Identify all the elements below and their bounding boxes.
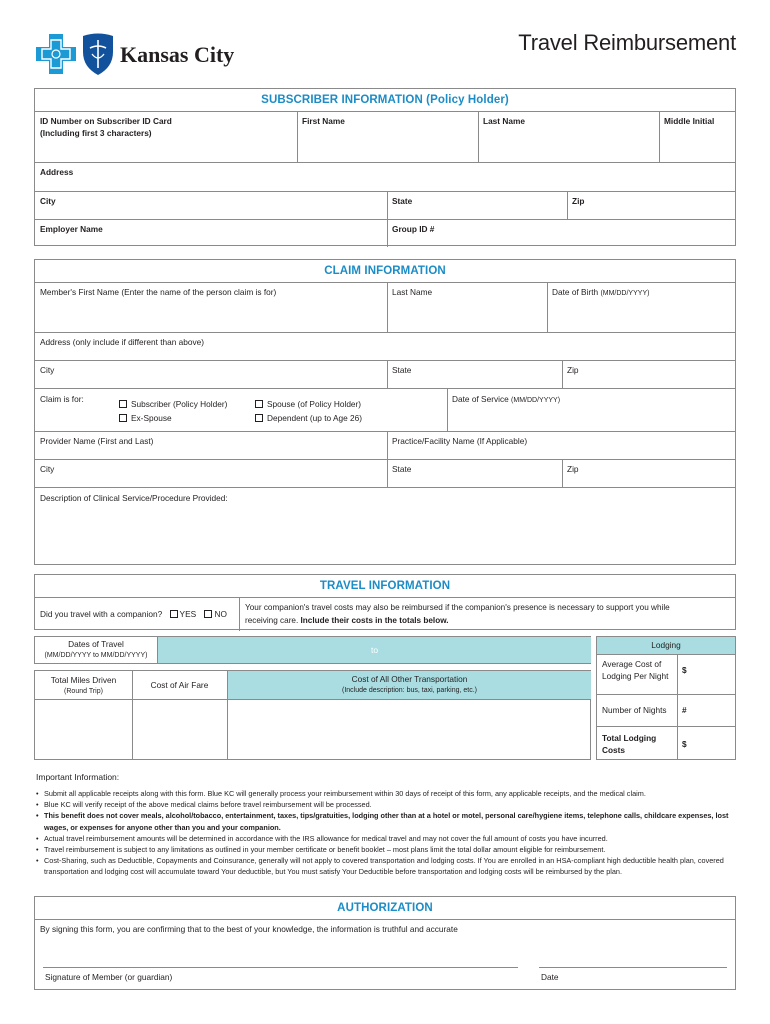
claim-for-label: Claim is for: (40, 394, 84, 404)
subscriber-middle-initial-field[interactable] (659, 111, 737, 162)
subscriber-first-name-label: First Name (302, 116, 345, 126)
blue-shield-icon (80, 32, 116, 76)
practice-name-field[interactable] (387, 431, 737, 459)
nights-input[interactable] (678, 695, 735, 726)
miles-input[interactable] (35, 700, 132, 759)
total-lodging-input[interactable] (678, 727, 735, 759)
subscriber-first-name-field[interactable] (297, 111, 478, 162)
claim-dob-format: (MM/DD/YYYY) (600, 290, 650, 297)
miles-header (35, 671, 132, 699)
important-info-title: Important Information: (36, 772, 120, 782)
subscriber-group-id-label: Group ID # (392, 224, 435, 234)
authorization-title: AUTHORIZATION (337, 902, 433, 914)
subscriber-employer-field[interactable] (35, 219, 387, 247)
claim-last-name-field[interactable] (387, 282, 547, 332)
lodging-table (596, 636, 736, 760)
signature-line[interactable] (43, 967, 518, 968)
option-spouse-label: Spouse (of Policy Holder) (267, 399, 362, 409)
transport-costs-table (34, 670, 591, 760)
total-lodging-dollar-sign: $ (682, 739, 687, 749)
companion-no-label: NO (214, 609, 227, 619)
travel-section (34, 574, 736, 630)
practice-name-label: Practice/Facility Name (If Applicable) (392, 436, 528, 446)
option-spouse[interactable] (255, 399, 361, 410)
nights-label: Number of Nights (602, 705, 667, 715)
other-transport-header (228, 671, 591, 699)
subscriber-last-name-label: Last Name (483, 116, 525, 126)
subscriber-group-id-field[interactable] (387, 219, 737, 247)
companion-no-checkbox[interactable] (204, 610, 212, 618)
claim-city-label: City (40, 365, 55, 375)
option-subscriber[interactable] (119, 399, 227, 410)
claim-address-label: Address (only include if different than above) (40, 337, 205, 347)
subscriber-last-name-field[interactable] (478, 111, 659, 162)
avg-lodging-cost-line-2: Lodging Per Night (602, 671, 669, 681)
provider-name-field[interactable] (35, 431, 387, 459)
claim-address-field[interactable] (35, 332, 737, 360)
other-transport-input[interactable] (228, 700, 591, 759)
checkbox-dependent[interactable] (255, 414, 263, 422)
subscriber-state-label: State (392, 196, 413, 206)
provider-zip-label: Zip (567, 464, 579, 474)
option-ex-spouse-label: Ex-Spouse (131, 413, 172, 423)
claim-member-first-name-label: Member's First Name (Enter the name of the person claim is for) (40, 287, 277, 297)
important-info-item: • Cost-Sharing, such as Deductible, Copayments and Coinsurance, generally will not apply to covered transportation and lodging costs. If You are enrolled in an HSA-compliant high deductible health plan, covered transportation and lodging cost will accumulate toward Your deductible, but You must satisfy Your Deductible before transportation and lodging costs will be reimbursed by the plan. (36, 855, 741, 877)
subscriber-zip-label: Zip (572, 196, 585, 206)
miles-label: Total Miles Driven (50, 675, 117, 685)
checkbox-spouse[interactable] (255, 400, 263, 408)
companion-note-line-1: Your companion's travel costs may also be reimbursed if the companion's presence is necessary to support you while (245, 603, 670, 612)
subscriber-address-label: Address (40, 167, 74, 177)
subscriber-city-label: City (40, 196, 56, 206)
blue-cross-icon (34, 32, 78, 76)
total-lodging-line-1: Total Lodging (602, 733, 657, 743)
checkbox-ex-spouse[interactable] (119, 414, 127, 422)
lodging-header (597, 637, 735, 654)
subscriber-id-label: ID Number on Subscriber ID Card (40, 116, 172, 126)
subscriber-section-title: SUBSCRIBER INFORMATION (Policy Holder) (261, 94, 509, 106)
option-dependent-label: Dependent (up to Age 26) (267, 413, 363, 423)
claim-state-label: State (392, 365, 412, 375)
subscriber-section (34, 88, 736, 246)
companion-question-text: Did you travel with a companion? (40, 609, 163, 619)
subscriber-address-field[interactable] (35, 162, 737, 191)
claim-section (34, 259, 736, 565)
total-lodging-line-2: Costs (602, 745, 626, 755)
subscriber-middle-initial-label: Middle Initial (664, 116, 715, 126)
signature-label: Signature of Member (or guardian) (45, 972, 173, 982)
airfare-header (132, 671, 227, 699)
airfare-input[interactable] (133, 700, 227, 759)
companion-note (245, 601, 735, 627)
avg-lodging-dollar-sign: $ (682, 665, 687, 675)
claim-member-first-name-field[interactable] (35, 282, 387, 332)
provider-state-label: State (392, 464, 412, 474)
important-info-item: • Travel reimbursement is subject to any limitations as outlined in your member certificate or benefit booklet – most plans limit the total dollar amount eligible for reimbursement. (36, 844, 741, 855)
checkbox-subscriber[interactable] (119, 400, 127, 408)
date-line[interactable] (539, 967, 727, 968)
important-info-item: • This benefit does not cover meals, alcohol/tobacco, entertainment, taxes, tips/gratuities, lodging other than at a hotel or motel, personal care/hygiene items, telephone calls, childcare expenses, lost wages, or expenses for anyone other than you and your companion. (36, 810, 741, 832)
other-transport-label: Cost of All Other Transportation (351, 674, 468, 684)
date-of-service-field[interactable] (447, 388, 737, 431)
travel-date-range-input[interactable] (158, 637, 591, 663)
date-label: Date (541, 972, 559, 982)
companion-note-line-2 (245, 614, 735, 627)
important-info-list (36, 788, 741, 878)
companion-note-line-2-a: receiving care. (245, 616, 301, 625)
claim-dob-text: Date of Birth (552, 287, 599, 297)
brand-name: Kansas City (120, 42, 235, 67)
subscriber-zip-field[interactable] (567, 191, 737, 219)
important-info-item: • Submit all applicable receipts along with this form. Blue KC will generally process your reimbursement within 30 days of receipt of this form, any applicable receipts, and the medical claim. (36, 788, 741, 799)
provider-name-label: Provider Name (First and Last) (40, 436, 154, 446)
option-subscriber-label: Subscriber (Policy Holder) (131, 399, 228, 409)
claim-dob-label (552, 287, 649, 299)
date-range-to-label: to (370, 645, 379, 655)
dates-of-travel-format: (MM/DD/YYYY to MM/DD/YYYY) (44, 652, 148, 659)
important-info-item: • Blue KC will verify receipt of the above medical claims before travel reimbursement will be processed. (36, 799, 741, 810)
service-description-field[interactable] (35, 487, 737, 566)
miles-sublabel: (Round Trip) (64, 688, 103, 695)
date-of-service-label (452, 394, 560, 406)
provider-city-label: City (40, 464, 55, 474)
avg-lodging-cost-input[interactable] (678, 655, 735, 694)
companion-yes-checkbox[interactable] (170, 610, 178, 618)
claim-zip-label: Zip (567, 365, 579, 375)
dates-of-travel-label: Dates of Travel (68, 639, 124, 649)
claim-section-title: CLAIM INFORMATION (324, 265, 446, 277)
date-of-service-format: (MM/DD/YYYY) (511, 397, 561, 404)
companion-yes-label: YES (179, 609, 197, 619)
logo (34, 32, 264, 80)
important-info-item: • Actual travel reimbursement amounts will be determined in accordance with the IRS allowance for medical travel and may not cover the full amount of costs you have incurred. (36, 833, 741, 844)
provider-zip-field[interactable] (562, 459, 737, 487)
subscriber-id-sublabel: (Including first 3 characters) (40, 128, 152, 138)
claim-zip-field[interactable] (562, 360, 737, 388)
nights-hash-sign: # (682, 705, 687, 715)
companion-question (40, 609, 227, 620)
page-title: Travel Reimbursement (518, 30, 736, 55)
provider-state-field[interactable] (387, 459, 562, 487)
provider-city-field[interactable] (35, 459, 387, 487)
claim-dob-field[interactable] (547, 282, 737, 332)
subscriber-employer-label: Employer Name (40, 224, 103, 234)
service-description-label: Description of Clinical Service/Procedure Provided: (40, 493, 228, 503)
other-transport-sublabel: (Include description: bus, taxi, parking, etc.) (341, 687, 477, 694)
travel-dates-field[interactable] (34, 636, 591, 664)
lodging-title: Lodging (651, 640, 681, 650)
option-dependent[interactable] (255, 413, 362, 424)
subscriber-id-field[interactable] (35, 111, 297, 162)
avg-lodging-cost-line-1: Average Cost of (602, 659, 662, 669)
date-of-service-text: Date of Service (452, 394, 509, 404)
claim-city-field[interactable] (35, 360, 387, 388)
authorization-section (34, 896, 736, 990)
airfare-label: Cost of Air Fare (150, 680, 209, 690)
companion-note-line-2-b: Include their costs in the totals below. (300, 616, 449, 625)
option-ex-spouse[interactable] (119, 413, 172, 424)
subscriber-state-field[interactable] (387, 191, 567, 219)
claim-last-name-label: Last Name (392, 287, 433, 297)
travel-section-title: TRAVEL INFORMATION (319, 580, 451, 592)
subscriber-city-field[interactable] (35, 191, 387, 219)
authorization-statement: By signing this form, you are confirming that to the best of your knowledge, the information is truthful and accurate (40, 924, 458, 934)
claim-state-field[interactable] (387, 360, 562, 388)
